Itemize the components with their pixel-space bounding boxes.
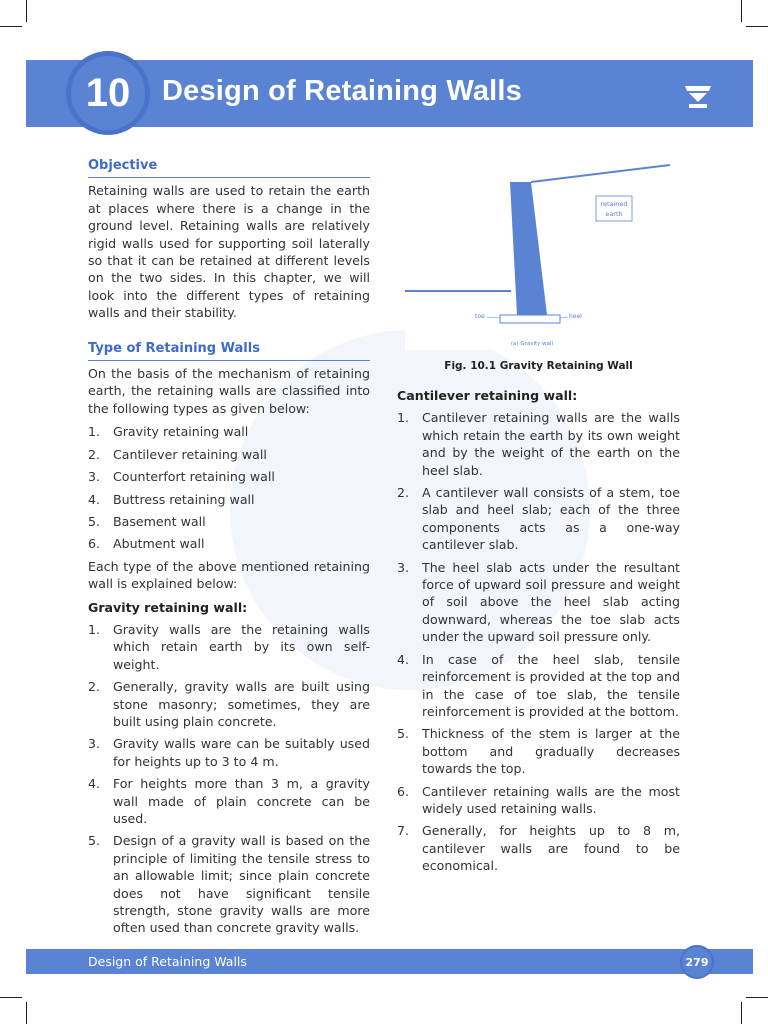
crop-mark — [0, 997, 22, 998]
list-item: 4. In case of the heel slab, tensile reinforcement is provided at the top and in the case of toe slab, the tensile reinforcement is provided at the bottom. — [397, 651, 680, 719]
types-outro: Each type of the above mentioned retaining wall is explained below: — [88, 558, 370, 592]
objective-text: Retaining walls are used to retain the earth at places where there is a change in the ground level. Retaining walls are relatively rigid walls used for supporting soil laterally so that it can be retained at different levels on the two sides. In this chapter, we will look into the different types of retaining walls and their stability. — [88, 183, 370, 321]
crop-mark — [746, 997, 768, 998]
chapter-number: 10 — [85, 70, 131, 115]
publisher-logo-icon — [683, 84, 713, 110]
list-item: 3. Gravity walls ware can be suitably used for heights up to 3 to 4 m. — [88, 736, 370, 769]
left-column — [88, 157, 370, 942]
label-toe: toe — [475, 313, 485, 320]
list-item: 5. Basement wall — [88, 513, 206, 529]
footer-title: Design of Retaining Walls — [88, 954, 247, 969]
crop-mark — [0, 26, 22, 27]
label-earth: earth — [605, 210, 623, 218]
list-item: 1. Cantilever retaining walls are the walls which retain the earth by its own weight and by the weight of the earth on the heel slab. — [397, 410, 680, 478]
list-item: 7. Generally, for heights up to 8 m, cantilever walls are found to be economical. — [397, 823, 680, 874]
list-item: 3. The heel slab acts under the resultant force of upward soil pressure and weight of soil above the heel slab acting downward, whereas the toe slab acts under the upward soil pressure only. — [397, 559, 680, 645]
list-item: 2. A cantilever wall consists of a stem, toe slab and heel slab; each of the three components acts as a one-way cantilever slab. — [397, 485, 680, 553]
label-heel: heel — [569, 313, 582, 320]
gravity-list — [88, 621, 370, 937]
list-item: 4. Buttress retaining wall — [88, 491, 255, 507]
list-item: 1. Gravity retaining wall — [88, 424, 249, 440]
list-item: 4. For heights more than 3 m, a gravity wall made of plain concrete can be used. — [88, 776, 370, 826]
chapter-number-badge — [66, 51, 150, 135]
crop-mark — [741, 1002, 742, 1024]
list-item: 2. Cantilever retaining wall — [88, 446, 267, 462]
types-list — [88, 423, 370, 552]
crop-mark — [741, 0, 742, 22]
cantilever-heading: Cantilever retaining wall: — [397, 388, 578, 403]
list-item: 1. Gravity walls are the retaining walls which retain earth by its own self-weight. — [88, 621, 370, 672]
crop-mark — [746, 26, 768, 27]
gravity-heading: Gravity retaining wall: — [88, 599, 248, 615]
chapter-title: Design of Retaining Walls — [162, 75, 523, 107]
figure-caption: Fig. 10.1 Gravity Retaining Wall — [444, 360, 633, 372]
crop-mark — [26, 0, 27, 22]
page-number-badge — [680, 945, 714, 979]
list-item: 2. Generally, gravity walls are built using stone masonry; sometimes, they are built using plain concrete. — [88, 679, 370, 729]
page-number: 279 — [685, 955, 709, 969]
list-item: 5. Design of a gravity wall is based on the principle of limiting the tensile stress to an allowable limit; since plain concrete does not have significant tensile strength, stone gravity walls are more often used than concrete gravity walls. — [88, 833, 370, 936]
list-item: 3. Counterfort retaining wall — [88, 469, 275, 485]
list-item: 6. Cantilever retaining walls are the most widely used retaining walls. — [397, 783, 680, 816]
list-item: 6. Abutment wall — [88, 536, 205, 552]
cantilever-list — [397, 409, 680, 874]
wall-base — [500, 315, 560, 323]
types-heading: Type of Retaining Walls — [88, 340, 370, 361]
label-retained: retained — [600, 200, 628, 208]
figure-sub-caption: (a) Gravity wall — [510, 341, 554, 347]
right-column — [397, 383, 680, 880]
gravity-wall-figure — [405, 160, 670, 350]
crop-mark — [26, 1002, 27, 1024]
objective-heading: Objective — [88, 157, 370, 178]
list-item: 5. Thickness of the stem is larger at the bottom and gradually decreases towards the top. — [397, 726, 680, 777]
types-intro: On the basis of the mechanism of retaining earth, the retaining walls are classified into the following types as given below: — [88, 366, 370, 416]
